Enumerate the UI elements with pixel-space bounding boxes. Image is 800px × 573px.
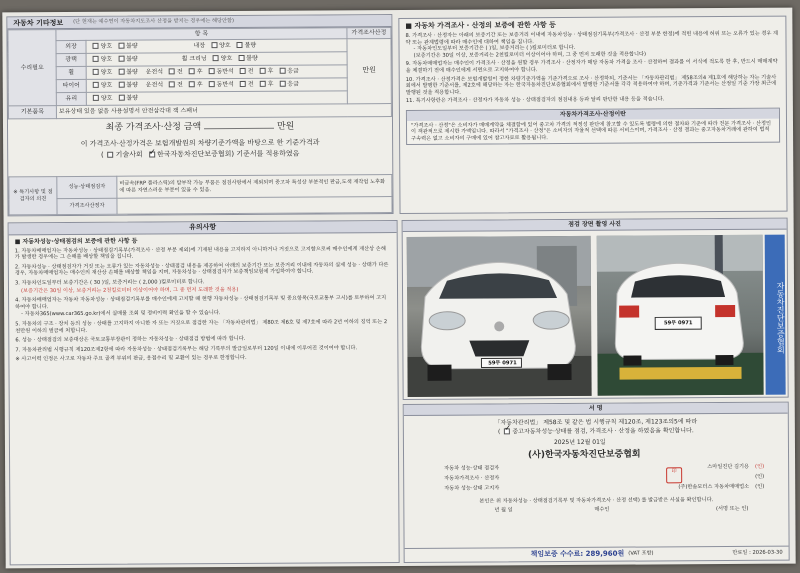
special-row1-label: 성능·상태점검자 <box>57 176 117 198</box>
basic-items <box>56 103 391 118</box>
plate-rear: 59무 0971 <box>663 320 693 327</box>
checkbox[interactable] <box>189 81 195 87</box>
checkbox[interactable] <box>238 55 244 61</box>
caution-panel <box>8 220 400 565</box>
signer-row <box>444 484 764 496</box>
final-price-row <box>8 121 392 137</box>
price-notice-p10: 10. 가격조사 · 산정가격은 보험개발원이 정한 차량기준가액을 기준가격으로 조사 · 산정하되, 기준서는 「자동차관리법」 제58조의4 제1호에 해당하는 자는 기술사회에서 발행한 기준서를, 제2호에 해당하는 자는 한국자동차진단보증협회에서 발행한 기준서를 각각 적용하여야 하며, 기준가격과 기준서는 산정일 기준 가장 최근에 발행된 것을 적용합니다. <box>405 74 777 96</box>
caution-p1: 1. 자동차매매업자는 자동차성능 · 상태점검기록부(가격조사 · 산정 부분 제외)에 기재된 내용을 고지하지 아니하거나 거짓으로 고지함으로써 매수인에게 재산상 손해가 발생한 경우에는 그 손해를 배상할 책임을 집니다. <box>14 245 386 261</box>
inspection-document-sheet <box>2 8 795 569</box>
option-label: 양호 <box>220 54 233 62</box>
price-notice-title: ■ 자동차 가격조사 · 산정의 보증에 관한 사항 등 <box>405 21 556 30</box>
checkbox[interactable] <box>118 68 124 74</box>
checkbox[interactable] <box>259 68 265 74</box>
explain-box <box>406 108 780 146</box>
other-info-note: (단 현재는 예수연이 자동차지도조사 산정을 받지는 경우에는 해당안함) <box>73 18 235 25</box>
checkbox[interactable] <box>211 42 217 48</box>
issuer-org: (사)한국자동차진단보증협회 <box>527 449 641 460</box>
caution-body <box>9 233 398 369</box>
checkbox[interactable] <box>169 81 175 87</box>
check-line: (✓ 중고자동차성능·상태를 점검, 가격조사 · 산정을 하였음을 확인합니다. <box>404 426 788 436</box>
signer-label: 자동차 성능·상태 고지자 <box>444 485 500 492</box>
other-info-panel <box>6 14 393 216</box>
seal-stamp: 印 <box>666 467 682 483</box>
receipt-date: 년 월 일 <box>494 507 513 514</box>
position-label: 후 <box>267 67 274 75</box>
checkbox[interactable] <box>189 68 195 74</box>
car-front-illustration <box>407 236 592 397</box>
checkbox[interactable] <box>118 94 124 100</box>
position-label: 응급 <box>287 67 299 75</box>
position-label: 전 <box>247 80 254 88</box>
other-info-table <box>7 27 392 119</box>
basis-line-2: ( 기술사회 ✓ 한국자동차진단보증협회) 기준서를 적용하였음 <box>8 149 392 160</box>
receipt-line: 본인은 위 자동차성능 · 상태점검기록부 및 자동차가격조사 · 산정 선택) 를 발급받은 사실을 확인합니다. <box>479 496 714 505</box>
signer-name: 스마일진단 김기용 <box>707 463 750 470</box>
checkbox[interactable] <box>93 56 99 62</box>
position-label: 전 <box>176 68 183 76</box>
caution-p6: 6. 성능 · 상태점검의 보증대상은 국토교통부장관이 정하는 자동차성능 · 상태점검 방법에 따라 합니다. <box>15 336 246 344</box>
option-label: 불량 <box>244 41 257 49</box>
law-line: 「자동차관리법」 제58조 및 같은 법 시행규칙 제120조, 제123조의5에 따라 <box>494 418 698 427</box>
check-line-text: 중고자동차성능·상태를 점검, 가격조사 · 산정을 하였음을 확인합니다. <box>512 426 694 435</box>
caution-p3-note: (보증기간은 30일 이상, 보증거리는 2천킬로미터 이상이어야 하며, 그 중 먼저 도래한 것을 적용) <box>20 286 239 294</box>
caution-p4: 4. 자동차매매업자는 자동차 자동차성능 · 상태점검기록부를 매수인에게 고지할 때 현행 자동차성능 · 상태점검기록부 및 중요항목(국토교통부 고시)를 토부하여 고지하여야 합니다. <box>15 295 387 311</box>
checkbox[interactable] <box>279 67 285 73</box>
row-name: 타이어 <box>56 79 86 92</box>
basis-line-1: 이 가격조사·산정가격은 보험개발원의 차량기준가액을 바탕으로 한 기준가격과 <box>80 138 320 148</box>
signer-list <box>444 464 764 496</box>
caution-p2: 2. 자동차성능 · 상태점검자가 거짓 또는 오류가 있는 자동차성능 · 상태점검 내용을 제공하여 아래의 보증기간 또는 보증거리 이내에 자동차의 실제 성능 · 상태가 다른 경우, 자동차매매업자는 매수인의 재산상 손해를 배상할 책임을 지며, 자동차성능 · 상태점검자가 보증책임보험에 가입하여야 합니다. <box>14 261 389 277</box>
position-label: 후 <box>196 67 203 76</box>
position-label: 동반석 <box>216 67 234 75</box>
basic-items-text: 보유상태 있음 없음 사용설명서 안전삼각대 잭 스패너 <box>58 107 198 115</box>
special-row2-text <box>117 197 392 215</box>
signer-mark: (인) <box>755 473 765 480</box>
signature-title: 서 명 <box>404 403 788 416</box>
checkbox[interactable] <box>93 82 99 88</box>
position-label: 후 <box>196 80 203 89</box>
tech-society-label: 기술사회 <box>115 150 143 159</box>
basic-items-label: 기본품목 <box>8 105 56 118</box>
checkbox[interactable] <box>93 95 99 101</box>
unit-man: 만원 <box>347 38 391 103</box>
option-label: 불량 <box>126 42 138 50</box>
option-label: 불량 <box>126 68 138 76</box>
checkbox[interactable] <box>208 68 214 74</box>
row-extra-name: 휠 크리닝 <box>181 54 207 63</box>
checkbox-inspection[interactable] <box>504 428 510 434</box>
option-label: 양호 <box>100 94 113 102</box>
price-notice-p8: 8. 가격조사 · 산정자는 아래의 보증기간 또는 보증거리 이내에 자동차성능 · 상태점검기록부(가격조사 · 산정 부분 한정)에 적힌 내용에 허위 또는 오류가 있는 경우 계약 또는 관계법령에 따라 매수인에 대하여 책임을 집니다. <box>405 30 779 46</box>
caution-p7: 7. 자동차관리법 시행규칙 제120조제2항에 따라 자동차성능 · 상태점검기록부는 해당 기록부의 발급일로부터 120일 이내에 이루어진 것이어야 합니다. <box>15 344 358 354</box>
row-name: 유리 <box>56 92 86 105</box>
checkbox[interactable] <box>169 68 175 74</box>
repair-label: 수리필요 <box>8 30 56 106</box>
photo-title: 점검 장면 촬영 사진 <box>403 219 787 232</box>
buyer-label: 매수인 <box>594 507 610 514</box>
checkbox[interactable] <box>118 55 124 61</box>
option-label: 불량 <box>126 94 138 102</box>
checkbox-kadi[interactable] <box>149 151 155 157</box>
signer-label: 자동차가격조사 · 산정자 <box>444 475 500 482</box>
explain-title: 자동차가격조사·산정이란 <box>407 109 779 121</box>
option-label: 양호 <box>100 68 113 76</box>
kadi-label: 한국자동차진단보증협회 <box>156 149 232 159</box>
checkbox[interactable] <box>118 42 124 48</box>
price-notice-p9: 9. 자동차매매업자는 매수인이 가격조사 · 산정을 원할 경우 가격조사 · 산정자가 해당 자동차 가격을 조사 · 산정하여 결과를 이 서식에 적도록 한 후, 반드시 매매계약을 체결하기 전에 매수인에게 서면으로 고지하여야 합니다. <box>405 59 778 74</box>
option-label: 양호 <box>100 81 113 89</box>
fee-row <box>405 546 789 562</box>
caution-p3: 3. 자동차인도일부터 보증기간은 ( 30 )일, 보증거리는 ( 2,000 )킬로미터로 합니다. <box>14 279 205 287</box>
price-notice-p11: 11. 특기사항란은 가격조사 · 산정자가 자동차 성능 · 상태점검자의 점검내용 등과 달리 판단한 내용 등을 적습니다. <box>405 96 665 105</box>
special-row2-label: 가격조사산정자 <box>57 198 117 214</box>
position-label: 전 <box>247 67 254 75</box>
fee-note: (VAT 포함) <box>628 550 654 557</box>
caution-p8: ※ 사고이력 인정은 사고로 자동차 주요 골격 부위의 판금, 용접수리 및 교환이 있는 경우로 한정합니다. <box>15 355 247 363</box>
receipt-row <box>494 506 748 514</box>
special-row1-text: 비금속(FRP 플라스틱)의 탈부착 가능 부품은 점검사항에서 제외되며 중고차 특성상 부분적인 판금,도색 재작업 노후화에 따른 자연스러운 부분이 있을 수 있음. <box>117 175 392 199</box>
caution-title: 유의사항 <box>9 221 397 235</box>
option-label: 양호 <box>100 55 113 63</box>
checkbox[interactable] <box>279 80 285 86</box>
position-label: 후 <box>267 80 274 88</box>
signer-mark: (인) <box>755 483 765 490</box>
option-label: 불량 <box>126 55 138 63</box>
position-label: 운전석 <box>145 68 164 76</box>
signer-label: 자동차 성능·상태 점검자 <box>444 465 500 472</box>
checkbox[interactable] <box>237 42 243 48</box>
basis-suffix: 기준서를 적용하였음 <box>236 149 300 158</box>
final-price-unit: 만원 <box>276 121 295 132</box>
signer-name: (주)한솔모터스 자동차매매업소 <box>678 483 750 491</box>
caution-section-title: ■ 자동차성능·상태점검의 보증에 관한 사항 등 <box>14 237 138 246</box>
checkbox[interactable] <box>92 43 98 49</box>
option-label: 불량 <box>246 54 258 62</box>
special-notes-table <box>8 174 392 215</box>
checkbox[interactable] <box>260 81 266 87</box>
plate-front: 59무 0971 <box>488 360 517 367</box>
col-note-header: 가격조사산정 <box>347 28 391 39</box>
price-notice-p8b: (보증기간은 30일 이상, 보증거리는 2천킬로미터 이상이어야 하며, 그 중 먼저 도래한 것을 적용합니다) <box>413 51 647 59</box>
checkbox-tech-society[interactable] <box>108 151 114 157</box>
position-label: 응급 <box>287 80 299 88</box>
final-price-label: 최종 가격조사·산정 금액 <box>105 121 202 133</box>
other-info-title: 자동차 기타정보 <box>13 19 64 28</box>
position-label: 전 <box>177 81 183 89</box>
col-item-header: 항 목 <box>56 28 347 40</box>
checkbox[interactable] <box>240 81 246 87</box>
buyer-mark: (서명 또는 인) <box>715 506 749 513</box>
row-name: 휠 <box>56 66 86 79</box>
checkbox[interactable] <box>213 55 219 61</box>
expiry: 만료일 : 2026-03-30 <box>732 549 783 557</box>
option-label: 불량 <box>126 81 138 89</box>
fee-label: 책임보증 수수료: 289,960원 <box>530 549 625 559</box>
inspection-photo-front <box>407 236 592 397</box>
caution-p5: 5. 자동차의 구조 · 장치 등의 성능 · 상태를 고지하지 아니한 자 또는 거짓으로 점검한 자는 「자동차관리법」 제80조 제6호 및 제7호에 따라 2년 이하의 징역 또는 2천만원 이하의 벌금에 처합니다. <box>15 319 388 334</box>
option-label: 양호 <box>219 41 231 49</box>
signer-mark: (인) <box>755 463 765 470</box>
caution-p4-note: - 자동차365(www.car365.go.kr)에서 실매물 조회 및 정비이력 확인을 할 수 있습니다. <box>21 310 221 318</box>
signature-panel <box>403 402 790 563</box>
row-name: 외장 <box>56 40 86 53</box>
option-label: 양호 <box>100 42 113 50</box>
special-label: ※ 특기사항 및 점검자의 의견 <box>9 177 57 215</box>
issue-date: 2025년 12월 01일 <box>553 438 606 447</box>
position-label: 운전석 <box>145 81 164 89</box>
checkbox[interactable] <box>209 81 215 87</box>
inspection-photo-rear <box>597 235 764 396</box>
explain-text: "가격조사 · 산정"은 소비자가 매매계약을 체결함에 있어 중고차 가격의 적정성 판단에 참고할 수 있도록 법령에 의한 절차와 기준에 따라 전문 가격조사 · 산정인이 객관적으로 제시한 가액입니다. 따라서 "가격조사 · 산정"은 소비자의 자율적 선택에 따른 서비스이며, 가격조사 · 산정 결과는 중고자동차거래에 관하여 법적 구속력은 없고 소비자의 구매에 있어 참고자료로 활용됩니다. <box>410 120 772 142</box>
position-label: 동반석 <box>216 80 234 88</box>
checkbox[interactable] <box>240 68 246 74</box>
final-price-value[interactable] <box>204 127 274 128</box>
checkbox[interactable] <box>93 69 99 75</box>
checkbox[interactable] <box>118 81 124 87</box>
kadi-banner: 자동차진단보증협회 <box>765 235 786 395</box>
price-notice-p8a: - 자동차인도일부터 보증기간은 ( )일, 보증거리는 ( )킬로미터로 합니다. <box>413 45 576 53</box>
row-name: 광택 <box>56 53 86 66</box>
photo-panel <box>402 218 789 400</box>
car-rear-illustration <box>597 235 764 396</box>
price-notice-panel <box>398 16 787 214</box>
row-extra-name: 내장 <box>193 41 206 50</box>
